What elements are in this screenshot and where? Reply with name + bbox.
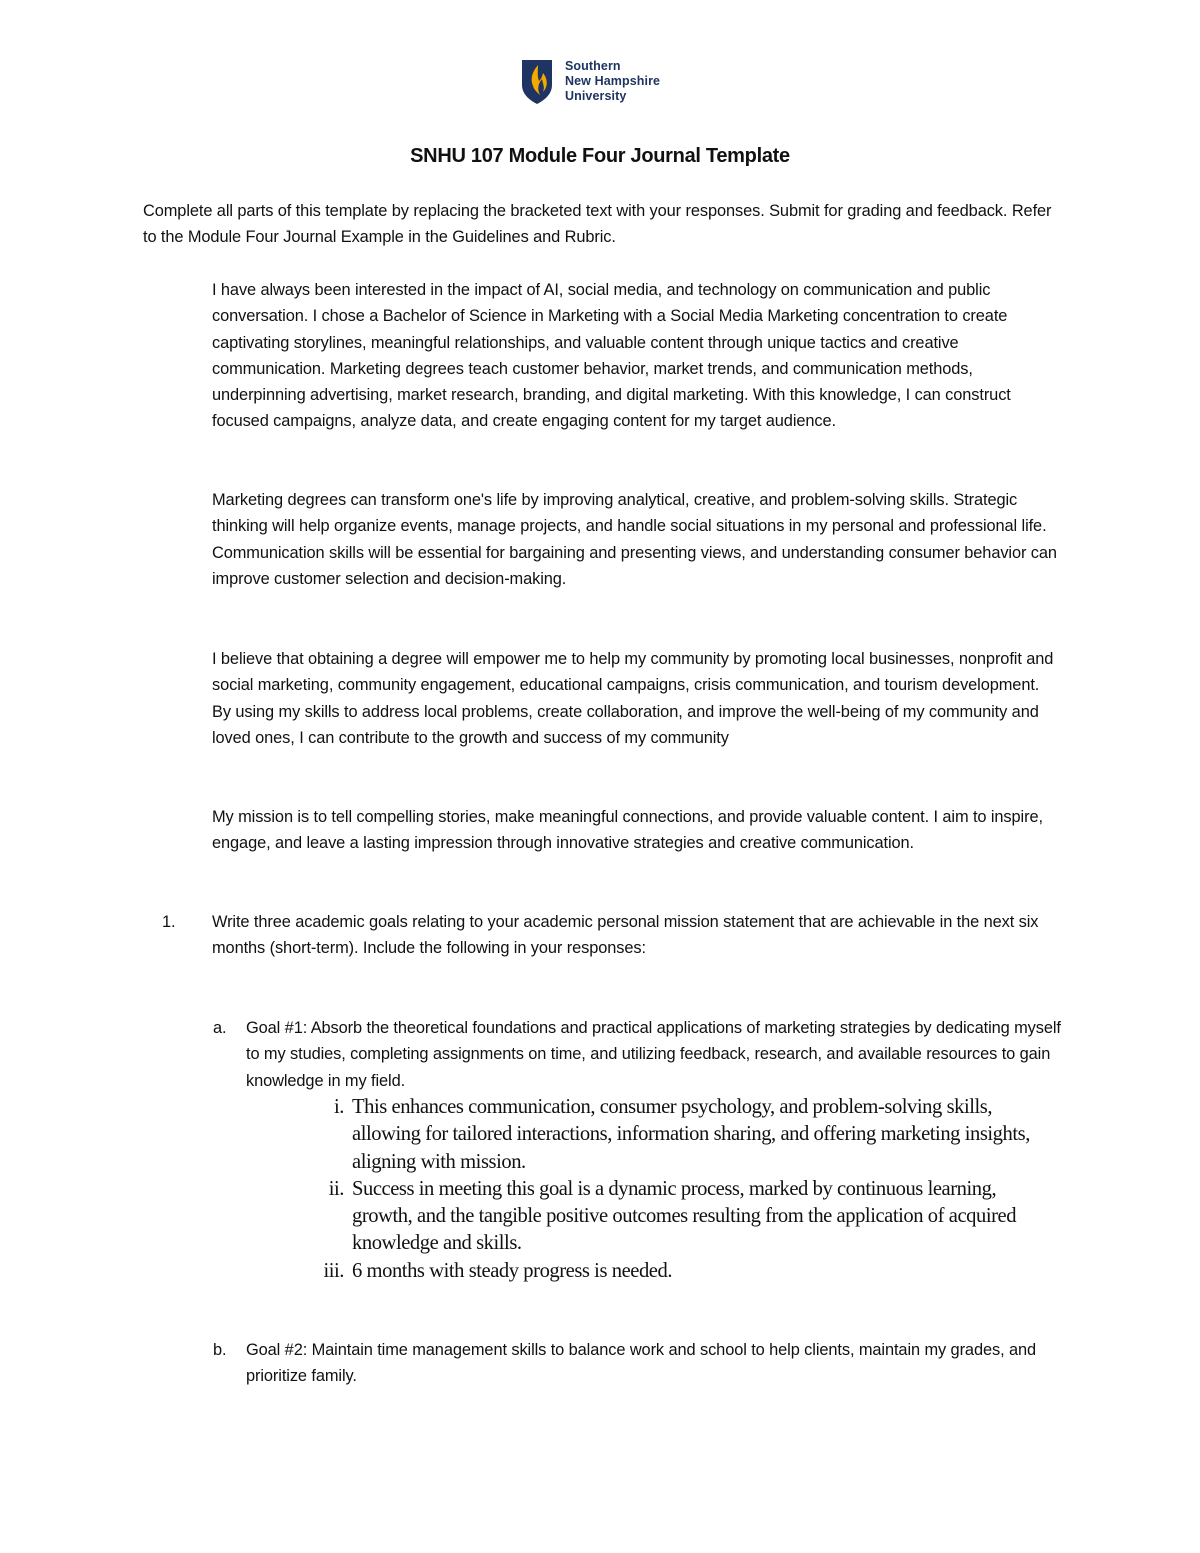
goal-1-subitems — [323, 1094, 1057, 1285]
mission-paragraph-3: I believe that obtaining a degree will empower me to help my community by promoting local businesses, nonprofit and social marketing, community engagement, educational campaigns, crisis communication, and tourism development. By using my skills to address local problems, create collaboration, and improve the well-being of my community and loved ones, I can contribute to the growth and success of my community — [212, 650, 1054, 747]
logo-line-2: New Hampshire — [565, 74, 661, 88]
question-1-text: Write three academic goals relating to your academic personal mission statement that are achievable in the next six months (short-term). Include the following in your responses: — [212, 913, 1039, 958]
goal-1-subitem-iii — [323, 1258, 1057, 1285]
goal-2-text: Goal #2: Maintain time management skills to balance work and school to help clients, maintain my grades, and prioritize family. — [246, 1341, 1037, 1386]
subitem-marker: iii. — [323, 1259, 344, 1282]
mission-paragraph-2: Marketing degrees can transform one's life by improving analytical, creative, and problem-solving skills. Strategic thinking will help organize events, manage projects, and handle social situations in my personal and professional life. Communication skills will be essential for bargaining and presenting views, and understanding consumer behavior can improve customer selection and decision-making. — [212, 491, 1057, 588]
snhu-shield-icon — [521, 59, 553, 105]
subitem-text: 6 months with steady progress is needed. — [352, 1259, 673, 1282]
logo-wordmark — [565, 59, 660, 104]
page-title: SNHU 107 Module Four Journal Template — [410, 145, 790, 167]
question-1-number: 1. — [162, 913, 176, 931]
mission-paragraph-1: I have always been interested in the impact of AI, social media, and technology on communication and public conversation. I chose a Bachelor of Science in Marketing with a Social Media Marketing concentration to create captivating storylines, meaningful relationships, and valuable content through unique tactics and creative communication. Marketing degrees teach customer behavior, market trends, and communication methods, underpinning advertising, market research, branding, and digital marketing. With this knowledge, I can construct focused campaigns, analyze data, and create engaging content for my target audience. — [212, 281, 1011, 431]
goal-1-marker: a. — [213, 1019, 227, 1037]
subitem-marker: ii. — [328, 1177, 344, 1200]
goal-2 — [213, 1337, 1061, 1390]
goal-1-text: Goal #1: Absorb the theoretical foundations and practical applications of marketing strategies by dedicating myself to my studies, completing assignments on time, and utilizing feedback, research, and available resources to gain knowledge in my field. — [246, 1019, 1061, 1090]
goal-1 — [213, 1015, 1061, 1094]
logo-line-3: University — [565, 89, 627, 103]
goal-1-subitem-i — [334, 1094, 1057, 1176]
instructions-paragraph: Complete all parts of this template by replacing the bracketed text with your responses. Submit for grading and feedback. Refer to the Module Four Journal Example in the Guidelines and Rubric. — [143, 202, 1052, 247]
mission-paragraph-4: My mission is to tell compelling stories, make meaningful connections, and provide valuable content. I aim to inspire, engage, and leave a lasting impression through innovative strategies and creative communication. — [212, 808, 1043, 853]
goal-2-marker: b. — [213, 1341, 227, 1359]
logo-line-1: Southern — [565, 59, 621, 73]
subitem-text: Success in meeting this goal is a dynamic process, marked by continuous learning, growth, and the tangible positive outcomes resulting from the application of acquired knowledge and skills. — [352, 1177, 1017, 1255]
snhu-logo — [521, 59, 660, 107]
goal-1-subitem-ii — [328, 1176, 1057, 1258]
subitem-marker: i. — [334, 1096, 344, 1118]
subitem-text: This enhances communication, consumer psychology, and problem-solving skills, allowing for tailored interactions, information sharing, and offering marketing insights, aligning with mission. — [352, 1096, 1030, 1173]
question-1 — [162, 909, 1062, 962]
